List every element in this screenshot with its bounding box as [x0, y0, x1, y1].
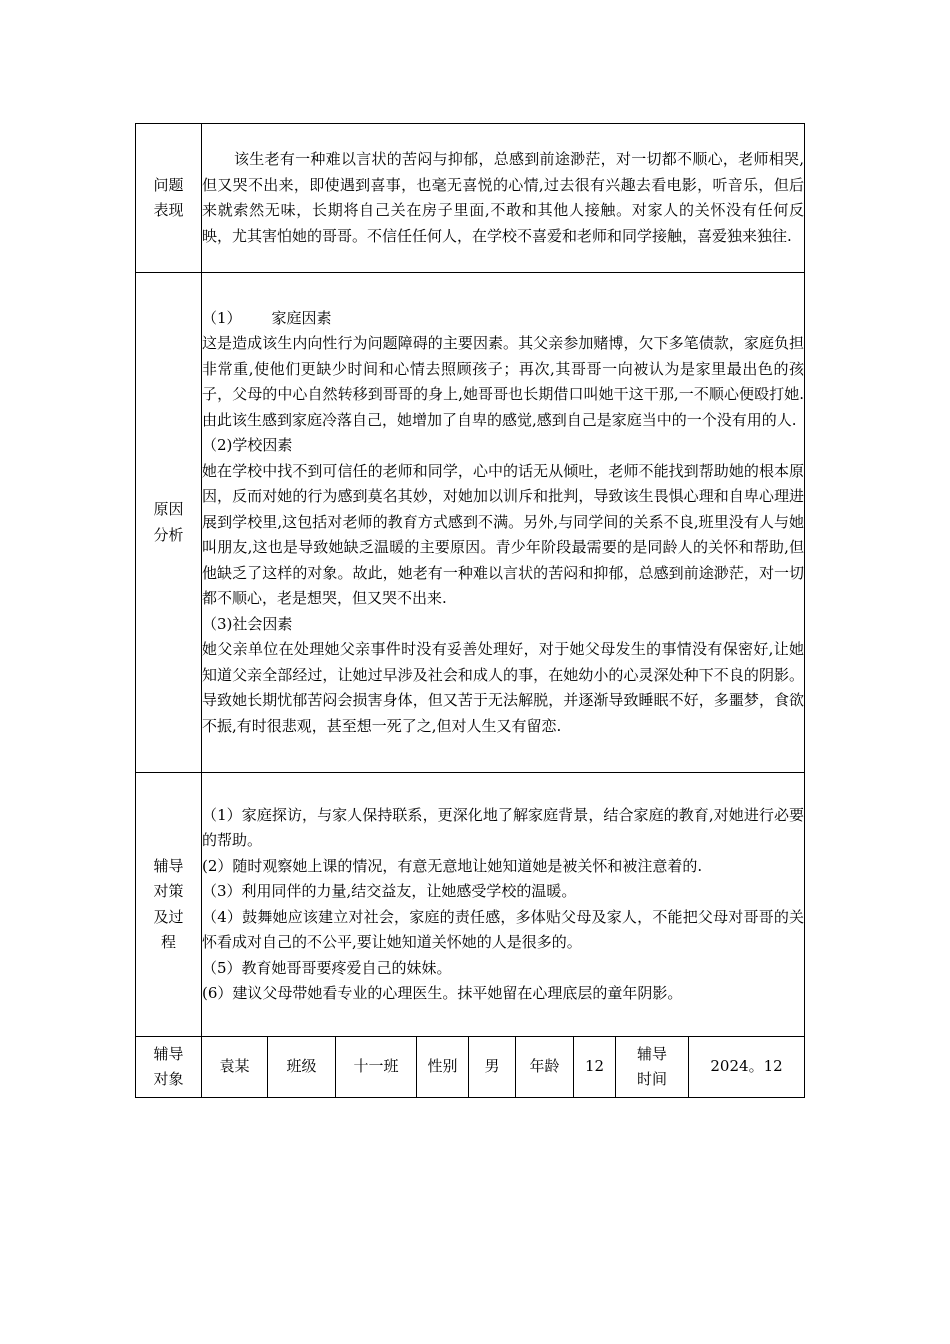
problem-label-line: 表现 [153, 201, 184, 219]
measure-item: (2）随时观察她上课的情况，有意无意地让她知道她是被关怀和被注意着的. [202, 856, 703, 875]
measures-label-line: 程 [160, 933, 176, 951]
measures-label-line: 及过 [153, 907, 184, 926]
counseling-record-document [135, 123, 804, 1098]
family-factor-text: 这是造成该生内向性行为问题障碍的主要因素。其父亲参加赌博，欠下多笔债款，家庭负担非常重,使他们更缺少时间和心情去照顾孩子；再次,其哥哥一向被认为是家里最出色的孩子，父母的中心自然转移到哥哥的身上,她哥哥也长期借口叫她干这干那,一不顺心便殴打她.由此该生感到家庭冷落自己，她增加了自卑的感觉,感到自己是家庭当中的一个没有用的人. [202, 334, 805, 429]
measures-row [136, 773, 805, 1037]
measures-label-line: 对策 [153, 882, 184, 900]
family-factor-heading [202, 306, 804, 332]
family-factor-number: （1） [202, 308, 242, 327]
measure-item: (6）建议父母带她看专业的心理医生。抹平她留在心理底层的童年阴影。 [202, 984, 683, 1002]
time-value: 2024。12 [689, 1037, 805, 1098]
problem-text: 该生老有一种难以言状的苦闷与抑郁，总感到前途渺茫，对一切都不顺心，老师相哭,但又哭不出来，即使遇到喜事，也毫无喜悦的心情,过去很有兴趣去看电影，听音乐，但后来就索然无味，长期将自己关在房子里面,不敢和其他人接触。对家人的关怀没有任何反映，尤其害怕她的哥哥。不信任任何人，在学校不喜爱和老师和同学接触，喜爱独来独往. [202, 150, 805, 245]
time-label-line: 时间 [636, 1070, 667, 1088]
school-factor-text: 她在学校中找不到可信任的老师和同学，心中的话无从倾吐，老师不能找到帮助她的根本原因，反而对她的行为感到莫名其妙，对她加以训斥和批判，导致该生畏惧心理和自卑心理进展到学校里,这包括对老师的教育方式感到不满。另外,与同学间的关系不良,班里没有人与她叫朋友,这也是导致她缺乏温暖的主要原因。青少年阶段最需要的是同龄人的关怀和帮助,但他缺乏了这样的对象。故此，她老有一种难以言状的苦闷和抑郁，总感到前途渺茫，对一切都不顺心，老是想哭，但又哭不出来. [202, 461, 805, 608]
time-label-line: 辅导 [636, 1044, 667, 1063]
measure-item: （3）利用同伴的力量,结交益友，让她感受学校的温暖。 [202, 882, 577, 900]
cause-content [202, 273, 805, 773]
age-value: 12 [574, 1037, 616, 1098]
gender-label: 性别 [417, 1037, 469, 1098]
society-factor-heading: （3)社会因素 [202, 614, 293, 633]
gender-value: 男 [469, 1037, 516, 1098]
measures-content [202, 773, 805, 1037]
measure-item: （1）家庭探访，与家人保持联系，更深化地了解家庭背景，结合家庭的教育,对她进行必要的帮助。 [202, 805, 805, 849]
school-factor-heading: （2)学校因素 [202, 436, 293, 455]
subject-label [136, 1037, 202, 1098]
cause-label [136, 273, 202, 773]
measure-item: （5）教育她哥哥要疼爱自己的妹妹。 [202, 958, 452, 977]
society-factor-text: 她父亲单位在处理她父亲事件时没有妥善处理好，对于她父母发生的事情没有保密好,让她知道父亲全部经过，让她过早涉及社会和成人的事，在她幼小的心灵深处种下不良的阴影。导致她长期忧郁苦闷会损害身体，但又苦于无法解脱，并逐渐导致睡眠不好，多噩梦，食欲不振,有时很悲观，甚至想一死了之,但对人生又有留恋. [202, 640, 805, 735]
subject-label-line: 辅导 [153, 1044, 184, 1063]
cause-label-line: 分析 [153, 525, 184, 544]
cause-row [136, 273, 805, 773]
time-label [616, 1037, 689, 1098]
info-row [136, 1037, 805, 1098]
subject-value: 袁某 [202, 1037, 268, 1098]
counseling-record-table [135, 123, 805, 1098]
measures-label-line: 辅导 [153, 856, 184, 875]
measure-item: （4）鼓舞她应该建立对社会，家庭的责任感，多体贴父母及家人，不能把父母对哥哥的关怀看成对自己的不公平,要让她知道关怀她的人是很多的。 [202, 907, 805, 951]
measures-label [136, 773, 202, 1037]
class-value: 十一班 [336, 1037, 417, 1098]
problem-content [202, 124, 805, 273]
class-label: 班级 [268, 1037, 336, 1098]
cause-label-line: 原因 [153, 500, 184, 518]
age-label: 年龄 [516, 1037, 574, 1098]
subject-label-line: 对象 [153, 1070, 184, 1088]
family-factor-title: 家庭因素 [271, 308, 332, 327]
problem-label-line: 问题 [153, 175, 184, 194]
problem-row [136, 124, 805, 273]
problem-label [136, 124, 202, 273]
